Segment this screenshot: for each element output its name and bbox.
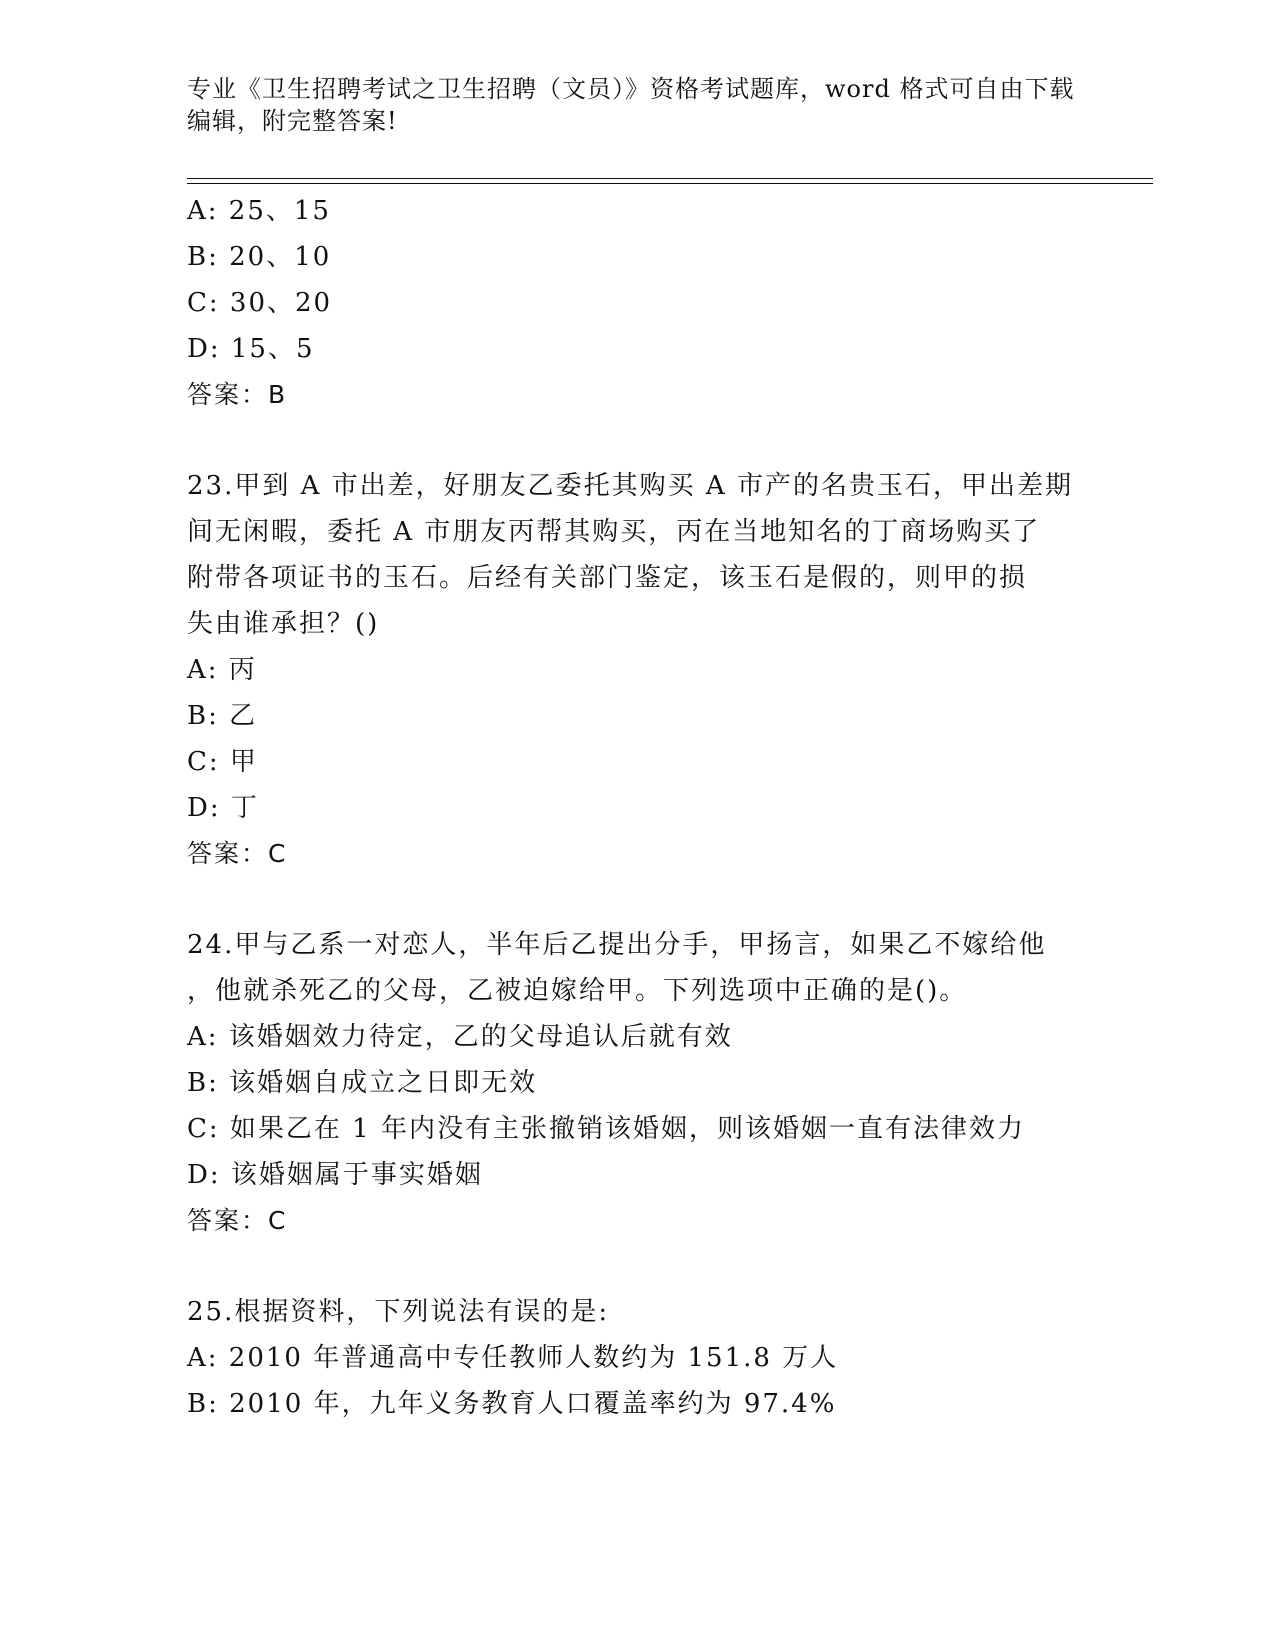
document-header bbox=[187, 73, 1077, 137]
question-stem-line: 23.甲到 A 市出差，好朋友乙委托其购买 A 市产的名贵玉石，甲出差期 bbox=[187, 471, 1073, 501]
answer: 答案：B bbox=[187, 380, 288, 409]
option-a: A: 25、15 bbox=[187, 196, 331, 226]
option-d: D: 丁 bbox=[187, 793, 259, 823]
option-a: A: 该婚姻效力待定，乙的父母追认后就有效 bbox=[187, 1022, 733, 1052]
question-stem-line: 失由谁承担？() bbox=[187, 609, 380, 639]
question-25 bbox=[187, 1289, 1087, 1427]
option-a: A: 丙 bbox=[187, 655, 257, 685]
question-22 bbox=[187, 188, 1087, 418]
question-23 bbox=[187, 463, 1087, 877]
header-line-2: 编辑，附完整答案! bbox=[187, 107, 398, 135]
header-rule-bottom bbox=[187, 183, 1153, 184]
answer: 答案：C bbox=[187, 1206, 288, 1235]
answer: 答案：C bbox=[187, 839, 288, 868]
option-b: B: 该婚姻自成立之日即无效 bbox=[187, 1068, 538, 1098]
question-24 bbox=[187, 922, 1087, 1244]
question-stem-line: 24.甲与乙系一对恋人，半年后乙提出分手，甲扬言，如果乙不嫁给他 bbox=[187, 930, 1047, 960]
option-c: C: 如果乙在 1 年内没有主张撤销该婚姻，则该婚姻一直有法律效力 bbox=[187, 1114, 1025, 1144]
header-line-1: 专业《卫生招聘考试之卫生招聘（文员）》资格考试题库，word 格式可自由下载 bbox=[187, 75, 1075, 103]
option-c: C: 30、20 bbox=[187, 288, 333, 318]
question-stem-line: 间无闲暇，委托 A 市朋友丙帮其购买，丙在当地知名的丁商场购买了 bbox=[187, 517, 1041, 547]
option-c: C: 甲 bbox=[187, 747, 258, 777]
question-stem-line: 25.根据资料，下列说法有误的是: bbox=[187, 1297, 610, 1327]
question-stem-line: 附带各项证书的玉石。后经有关部门鉴定，该玉石是假的，则甲的损 bbox=[187, 563, 1028, 593]
option-a: A: 2010 年普通高中专任教师人数约为 151.8 万人 bbox=[187, 1343, 839, 1373]
question-stem-line: ，他就杀死乙的父母，乙被迫嫁给甲。下列选项中正确的是()。 bbox=[187, 976, 968, 1006]
header-rule-top bbox=[187, 178, 1153, 179]
option-b: B: 乙 bbox=[187, 701, 258, 731]
option-d: D: 15、5 bbox=[187, 334, 315, 364]
option-b: B: 20、10 bbox=[187, 242, 332, 272]
question-content bbox=[187, 188, 1087, 1427]
option-d: D: 该婚姻属于事实婚姻 bbox=[187, 1160, 483, 1190]
option-b: B: 2010 年，九年义务教育人口覆盖率约为 97.4% bbox=[187, 1389, 837, 1419]
